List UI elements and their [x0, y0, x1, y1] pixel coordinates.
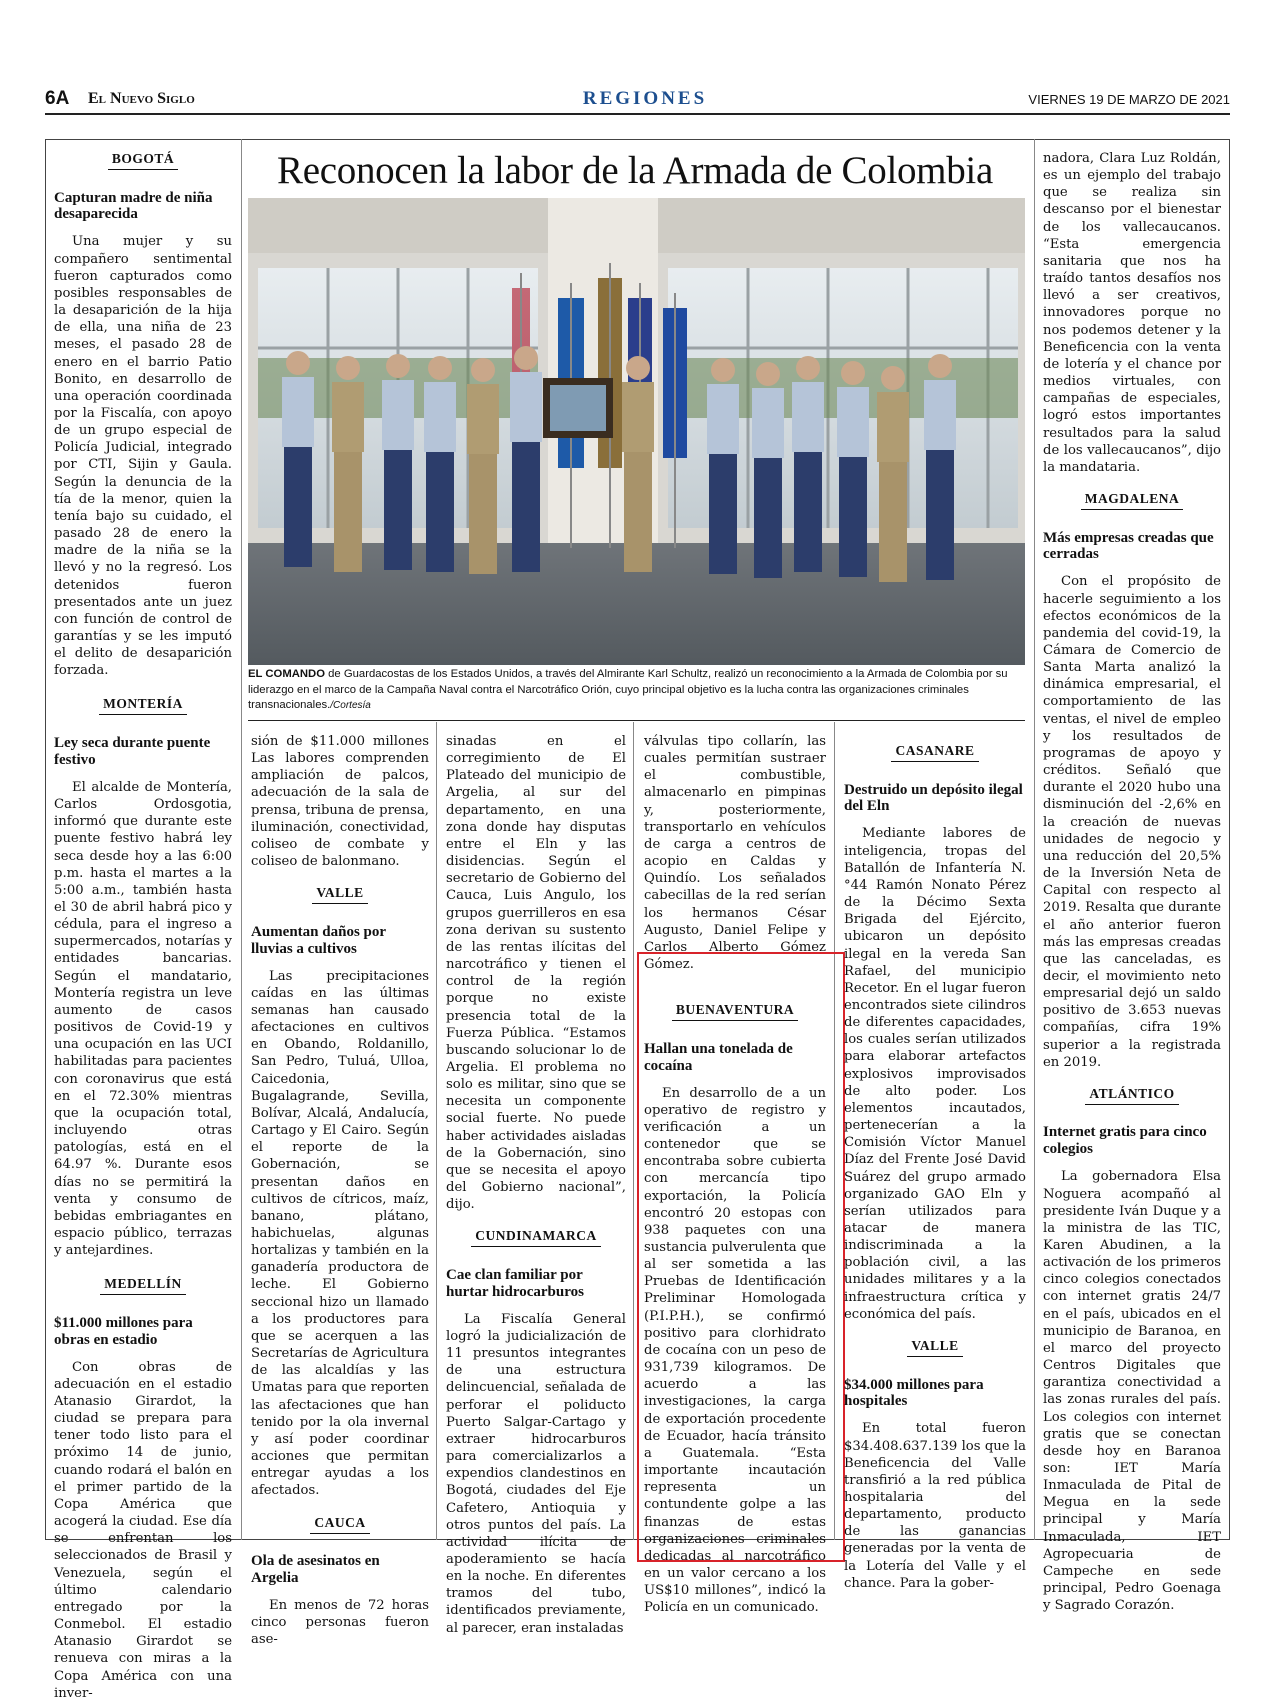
page-number: 6A — [45, 88, 70, 109]
body-valle-hospitales-continued: nadora, Clara Luz Roldán, es un ejemplo del trabajo que se realiza sin descanso por el bienestar de los vallecaucanos. “Esta emergencia sanitaria que nos ha traído tantos desafíos nos llevó a ser creativos, innovadores porque no nos podemos detener y la Beneficencia con la venta de lotería y el chance por medios virtuales, con campañas de especiales, logró estos importantes resultados para la salud de los vallecaucanos”, dijo la mandataria. — [1043, 151, 1221, 475]
issue-date: VIERNES 19 DE MARZO DE 2021 — [1028, 92, 1230, 107]
headline-buenaventura: Hallan una tonelada de cocaína — [644, 1040, 793, 1074]
column-divider — [1034, 139, 1035, 1540]
headline-bogota: Capturan madre de niña desaparecida — [54, 189, 213, 223]
body-casanare: Mediante labores de inteligencia, tropas del Batallón de Infantería N.°44 Ramón Nonato Pérez de la Décimo Sexta Brigada del Ejército, ubicaron un depósito ilegal en la vereda San Rafael, del municipio Recetor. En el lugar fueron encontrados siete cilindros de diferentes capacidades, los cuales serían utilizados para elaborar artefactos explosivos improvisados de alto poder. Los elementos incautados, pertenecerían a la Comisión Víctor Manuel Díaz del Frente José David Suárez del grupo armado organizado GAO Eln y serían utilizados para atacar de manera indiscriminada a la población civil, a las unidades militares y a la infraestructura crítica y económica del país. — [844, 826, 1026, 1322]
body-monteria: El alcalde de Montería, Carlos Ordosgotia, informó que durante este puente festivo habrá ley seca desde hoy a las 6:00 p.m. hasta el martes a la 5:00 a.m., también hasta el 30 de abril habrá pico y cédula, para el ingreso a supermercados, notarías y entidades bancarias. Según el mandatario, Montería registra un leve aumento de casos positivos de Covid-19 y una ocupación en las UCI habilitadas para pacientes con coronavirus que está en el 72.30% mientras que la ocupación total, incluyendo otras patologías, está en el 64.97 %. Durante esos días no se permitirá la venta y consumo de bebidas embriagantes en espacio público, terrazas y antejardines. — [54, 779, 232, 1259]
caption-credit: /Cortesía — [330, 700, 371, 712]
headline-monteria: Ley seca durante puente festivo — [54, 735, 211, 768]
column-3 — [446, 733, 626, 1637]
section-tag-magdalena: MAGDALENA — [1043, 490, 1221, 508]
headline-valle-cultivos: Aumentan daños por lluvias a cultivos — [251, 923, 386, 957]
column-6 — [1043, 150, 1221, 1614]
section-tag-monteria: MONTERÍA — [54, 695, 232, 713]
headline-atlantico: Internet gratis para cinco colegios — [1043, 1124, 1207, 1158]
publication-name: El Nuevo Siglo — [88, 90, 195, 107]
caption-body: de Guardacostas de los Estados Unidos, a través del Almirante Karl Schultz, realizó un reconocimiento a la Armada de Colombia por su liderazgo en el marco de la Campaña Naval contra el Narcotráfico Orión, cuyo principal objetivo es la lucha contra las organizaciones criminales transnacionales. — [248, 668, 1008, 712]
body-cundinamarca-continued: válvulas tipo collarín, las cuales permitían sustraer el combustible, almacenarlo en pimpinas y, posteriormente, transportarlo en vehículos de carga a centros de acopio en Caldas y Quindío. Los señalados cabecillas de la red serían los hermanos César Augusto, Daniel Felipe y Carlos Alberto Gómez Gómez. — [644, 734, 826, 973]
headline-magdalena: Más empresas creadas que cerradas — [1043, 529, 1214, 563]
caption-lead: EL COMANDO — [248, 668, 325, 680]
column-1 — [54, 150, 232, 1702]
body-buenaventura: En desarrollo de a un operativo de registro y verificación a un contenedor que se encontraba sobre cubierta con mercancía tipo exportación, la Policía encontró 20 estopas con 938 paquetes con una sustancia pulverulenta que al ser sometida a las Pruebas de Identificación Preliminar Homologada (P.I.P.H.), se confirmó positivo para clorhidrato de cocaína con un peso de 931,739 kilogramos. De acuerdo a las investigaciones, la carga de exportación procedente de Ecuador, hacía tránsito a Guatemala. “Esta importante incautación representa un contundente golpe a las finanzas de estas organizaciones criminales dedicadas al narcotráfico en un valor cercano a los US$10 millones”, indicó la Policía en un comunicado. — [644, 1085, 826, 1616]
header-rule — [45, 113, 1230, 115]
column-divider — [241, 139, 242, 1540]
section-name: REGIONES — [582, 88, 708, 109]
section-tag-bogota: BOGOTÁ — [54, 150, 232, 168]
main-headline: Reconocen la labor de la Armada de Colombia — [277, 149, 993, 192]
section-tag-medellin: MEDELLÍN — [54, 1275, 232, 1293]
section-tag-buenaventura: BUENAVENTURA — [644, 1001, 826, 1019]
column-5 — [844, 742, 1026, 1592]
body-cauca-continued: sinadas en el corregimiento de El Plateado del municipio de Argelia, al sur del departamento, en una zona donde hay disputas entre el Eln y las disidencias. Según el secretario de Gobierno del Cauca, Luis Angulo, los grupos guerrilleros en esa zona derivan su sustento de las rentas ilícitas del narcotráfico y tienen el control de la región porque no existe presencia total de la Fuerza Pública. “Estamos buscando solucionar lo de Argelia. El problema no solo es militar, sino que se necesita un componente social fuerte. No puede haber actividades aisladas de la Gobernación, sino que se necesita el apoyo del Gobierno nacional”, dijo. — [446, 734, 626, 1213]
headline-valle-hospitales: $34.000 millones para hospitales — [844, 1376, 984, 1410]
highlight-box-buenaventura — [637, 952, 845, 1562]
headline-casanare: Destruido un depósito ilegal del Eln — [844, 781, 1023, 815]
headline-cundinamarca: Cae clan familiar por hurtar hidrocarburos — [446, 1266, 584, 1300]
body-cauca: En menos de 72 horas cinco personas fueron ase- — [251, 1597, 429, 1648]
main-photo — [248, 198, 1025, 665]
section-tag-valle: VALLE — [251, 884, 429, 902]
body-bogota: Una mujer y su compañero sentimental fueron capturados como posibles responsables de la desaparición de la hija de ella, una niña de 23 meses, el pasado 28 de enero en el barrio Patio Bonito, en desarrollo de una operación coordinada por la Fiscalía, con apoyo de un grupo especial de Policía Judicial, integrado por CTI, Sijin y Gaula. Según la denuncia de la tía de la menor, quien la tenía bajo su cuidado, el pasado 28 de enero la madre de la niña se la llevó y no la regresó. Los detenidos fueron presentados ante un juez con función de control de garantías y se les imputó el delito de desaparición forzada. — [54, 234, 232, 679]
body-medellin-continued: sión de $11.000 millones Las labores comprenden ampliación de palcos, adecuación de la sala de prensa, tribuna de prensa, iluminación, conectividad, coliseo de combate y coliseo de balonmano. — [251, 734, 429, 870]
caption-rule — [248, 720, 1025, 721]
column-divider — [633, 722, 634, 1540]
section-tag-casanare: CASANARE — [844, 742, 1026, 760]
body-cundinamarca: La Fiscalía General logró la judicialización de 11 presuntos integrantes de una estructura delincuencial, señalada de perforar el poliducto Puerto Salgar-Cartago y extraer hidrocarburos para comercializarlos a expendios clandestinos en Bogotá, ciudades del Eje Cafetero, Antioquia y otros puntos del país. La actividad ilícita de apoderamiento se hacía en la noche. En diferentes tramos del tubo, identificados previamente, al parecer, eran instaladas — [446, 1311, 626, 1636]
section-tag-cauca: CAUCA — [251, 1514, 429, 1532]
body-valle-cultivos: Las precipitaciones caídas en las últimas semanas han causado afectaciones en cultivos en Obando, Roldanillo, San Pedro, Tuluá, Ulloa, Caicedonia, Bugalagrande, Sevilla, Bolívar, Alcalá, Andalucía, Cartago y El Cairo. Según el reporte de la Gobernación, se presentan daños en cultivos de cítricos, maíz, banano, plátano, habichuelas, algunas hortalizas y también en la ganadería productora de leche. El Gobierno seccional hizo un llamado a los productores para que se acerquen a las Secretarías de Agricultura de las alcaldías y las Umatas para que reporten las afectaciones que han tenido por la ola invernal y así poder coordinar acciones que permitan entregar ayudas a los afectados. — [251, 968, 429, 1499]
body-atlantico: La gobernadora Elsa Noguera acompañó al presidente Iván Duque y a la ministra de las TIC, Karen Abudinen, a la activación de los primeros cinco colegios conectados con internet gratis 24/7 en el país, ubicados en el municipio de Baranoa, en el marco del proyecto Centros Digitales que garantiza conectividad a las zonas rurales del país. Los colegios con internet gratis que se conectan desde hoy en Baranoa son: IET María Inmaculada de Pital de Megua en la sede principal y María Inmaculada, IET Agropecuaria de Campeche en sede principal, Pedro Goenaga y Sagrado Corazón. — [1043, 1169, 1221, 1614]
column-2 — [251, 733, 429, 1648]
section-tag-valle-2: VALLE — [844, 1337, 1026, 1355]
body-medellin: Con obras de adecuación en el estadio Atanasio Girardot, la ciudad se prepara para tener todo listo para el próximo 14 de junio, cuando rodará el balón en el primer partido de la Copa América que acogerá la ciudad. Ese día se enfrentan los seleccionados de Brasil y Venezuela, según el último calendario entregado por la Conmebol. El estadio Atanasio Girardot se renueva con miras a la Copa América con una inver- — [54, 1359, 232, 1701]
headline-cauca: Ola de asesinatos en Argelia — [251, 1553, 380, 1586]
section-tag-cundinamarca: CUNDINAMARCA — [446, 1227, 626, 1245]
body-magdalena: Con el propósito de hacerle seguimiento a los efectos económicos de la pandemia del covid-19, la Cámara de Comercio de Santa Marta analizó la dinámica empresarial, el comportamiento de las ventas, el nivel de empleo y los resultados de programas de apoyo y créditos. Señaló que durante el 2020 hubo una disminución del -2,6% en la creación de nuevas unidades de negocio y una reducción del 20,5% de la Inversión Neta de Capital con respecto al 2019. Resalta que durante el año anterior fueron más las empresas creadas que las canceladas, es decir, el movimiento neto empresarial dejó un saldo positivo de 3.653 nuevas compañías, cifra 19% superior a la registrada en 2019. — [1043, 574, 1221, 1070]
column-divider — [436, 722, 437, 1540]
photo-caption — [248, 667, 1025, 714]
body-valle-hospitales: En total fueron $34.408.637.139 los que la Beneficencia del Valle transfirió a la red pública hospitalaria del departamento, producto de las ganancias generadas por la venta de la Lotería del Valle y el chance. Para la gober- — [844, 1421, 1026, 1591]
headline-medellin: $11.000 millones para obras en estadio — [54, 1314, 193, 1348]
navy-ceremony-photo — [248, 198, 1025, 665]
section-tag-atlantico: ATLÁNTICO — [1043, 1085, 1221, 1103]
